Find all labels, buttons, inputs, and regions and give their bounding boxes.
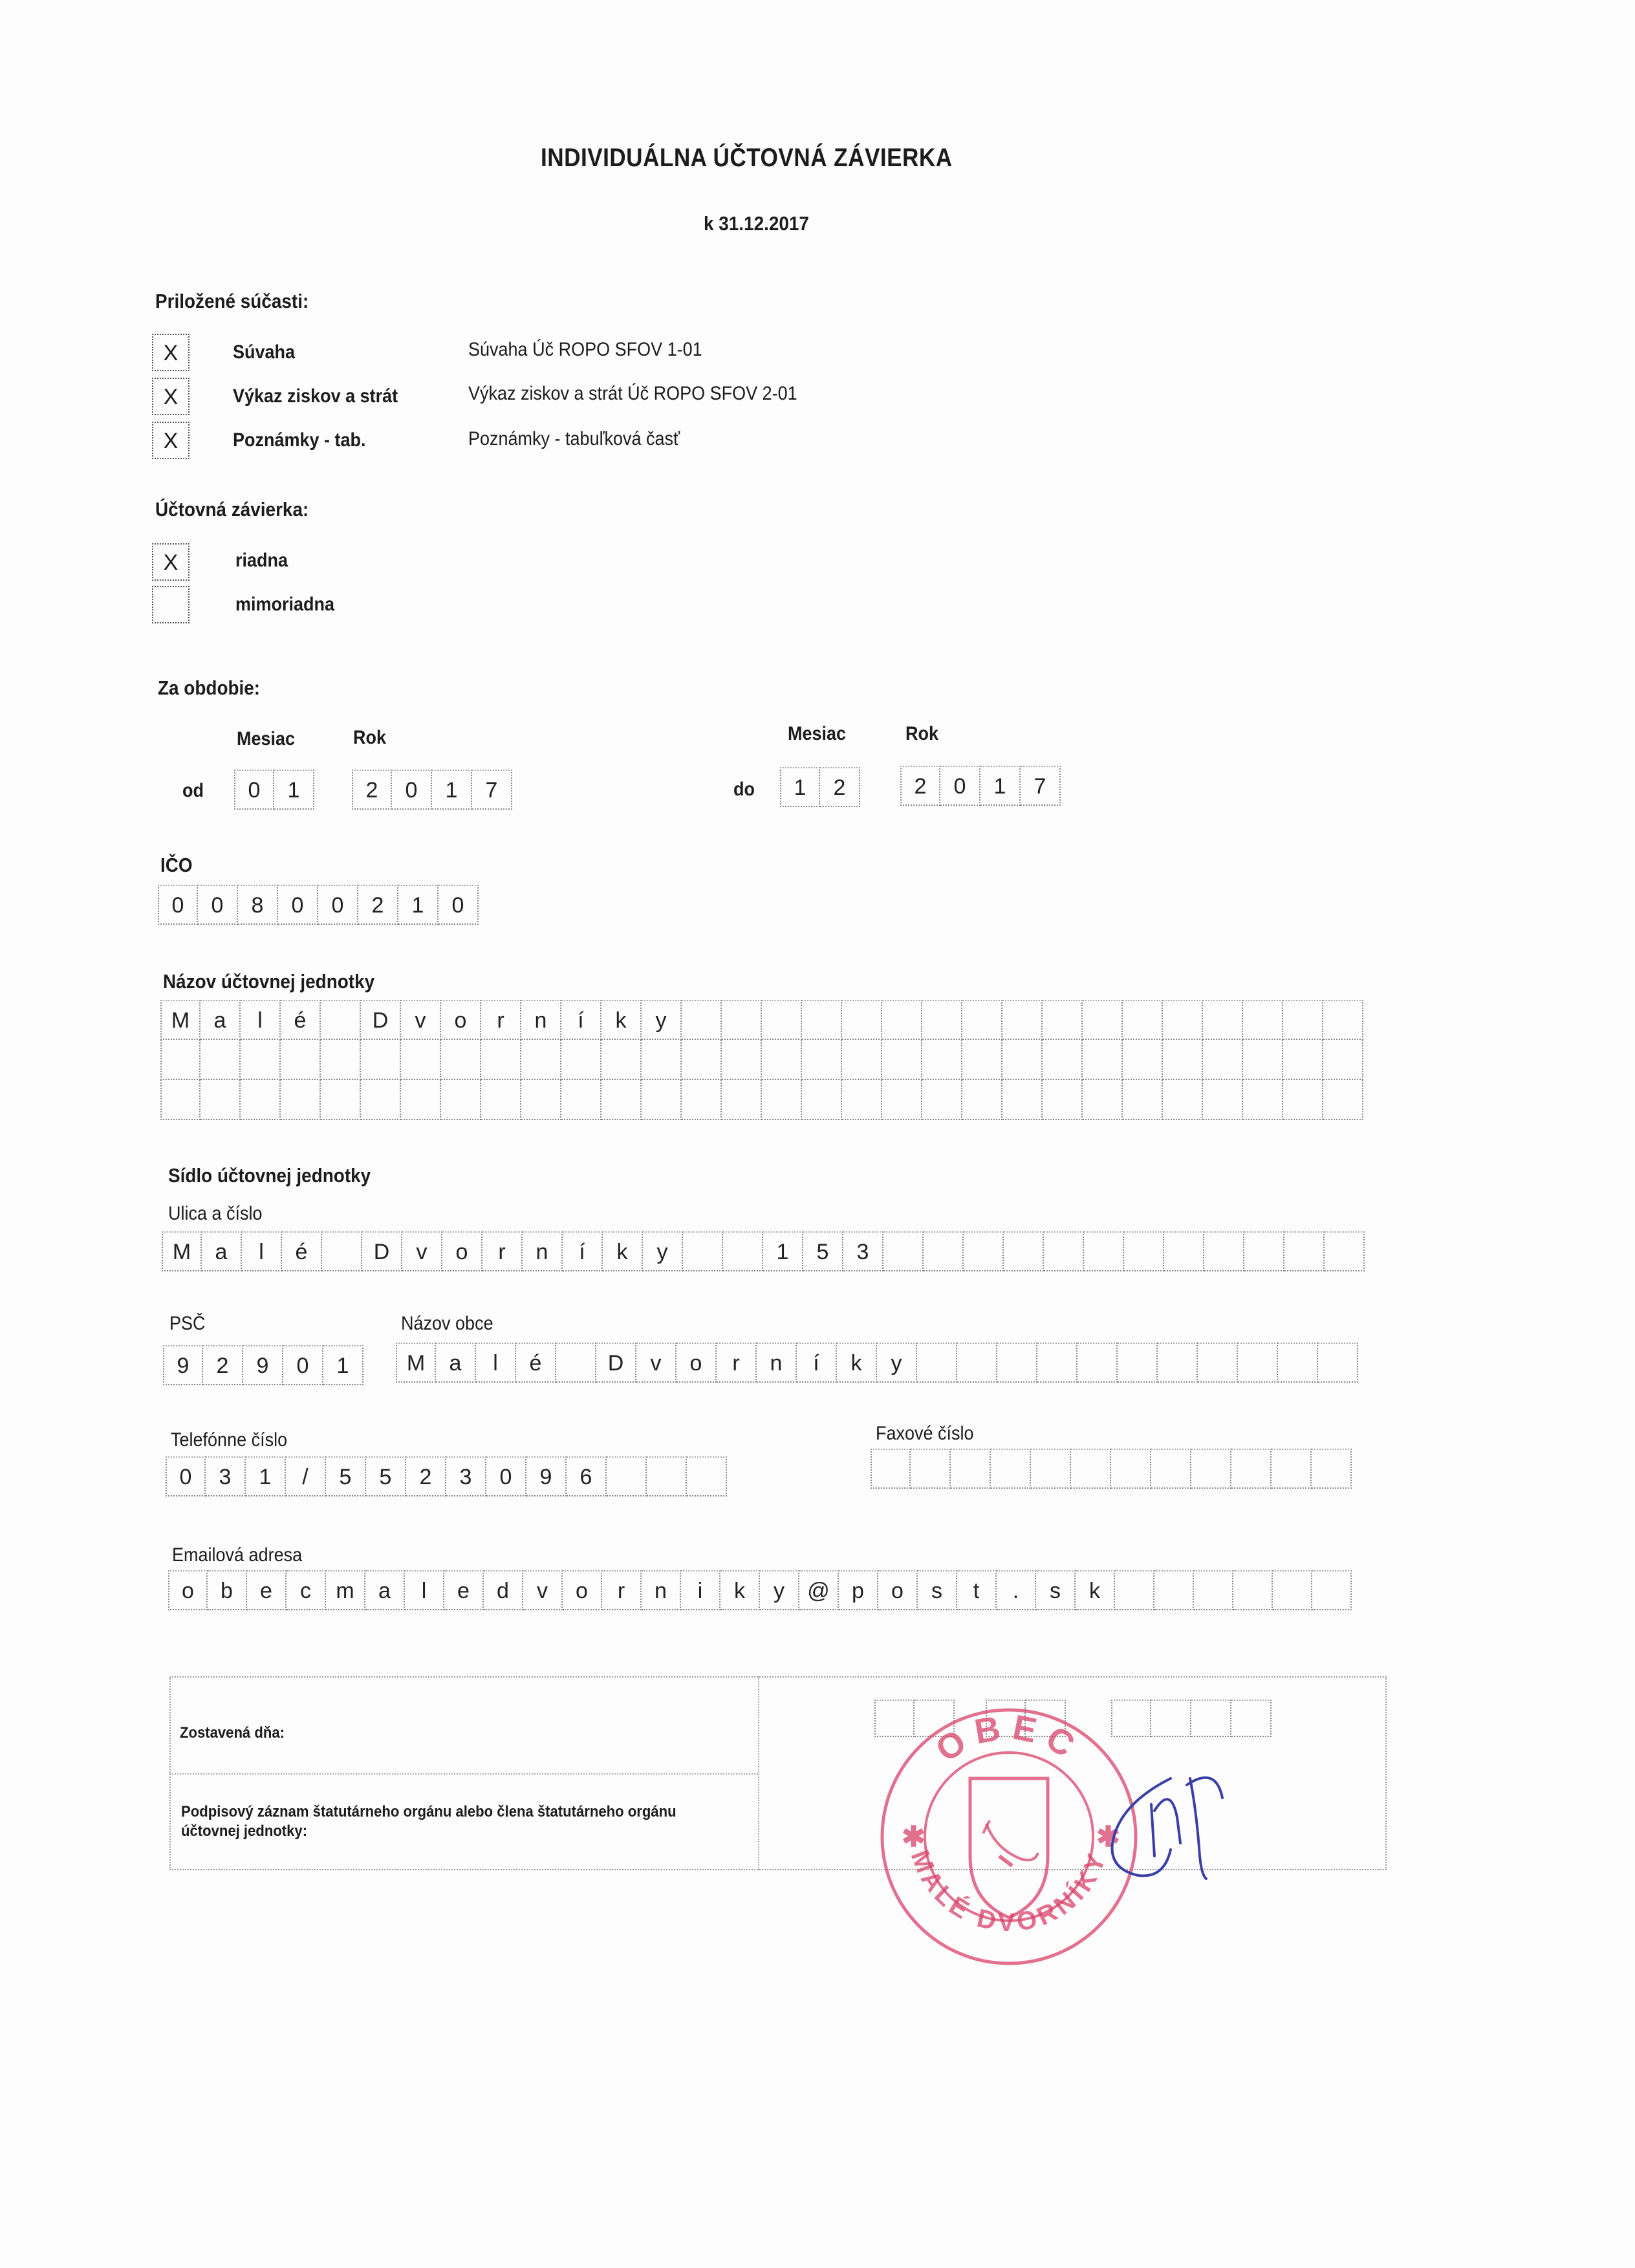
town-cell [1198,1343,1238,1383]
street-char: 3 [843,1231,883,1271]
street-cell [924,1231,964,1271]
entity-name-cell [1283,1040,1323,1080]
entity-name-cell [321,1040,361,1080]
ico-digit: 0 [439,885,479,925]
from-month-digit: 0 [234,770,274,810]
entity-name-cell [762,1080,802,1120]
entity-name-cell [481,1080,521,1120]
entity-name-cell [802,1000,842,1040]
entity-name-cell [521,1040,561,1080]
email-char: @ [799,1570,839,1610]
attached-heading: Priložené súčasti: [155,290,309,312]
entity-name-cell [160,1040,200,1080]
signature-divider [169,1773,758,1775]
svg-text:✱: ✱ [902,1821,926,1853]
entity-name-cell [962,1040,1002,1080]
email-char: l [405,1570,444,1610]
attached-item-name: Súvaha [233,341,296,363]
fax-cell [1071,1449,1111,1489]
street-char: l [242,1231,282,1271]
entity-name-cell [1323,1000,1363,1040]
street-char: r [482,1231,523,1271]
attached-item-name: Výkaz ziskov a strát [233,385,398,407]
entity-name-cell [922,1000,962,1040]
phone-char: 0 [166,1456,206,1496]
entity-name-cell [842,1080,882,1120]
street-cell [883,1231,924,1271]
from-month-field[interactable] [234,770,314,810]
phone-field[interactable] [166,1456,727,1496]
psc-digit: 9 [243,1345,283,1385]
entity-name-cell [802,1080,842,1120]
entity-name-cell [842,1000,882,1040]
email-char: y [760,1570,799,1610]
email-cell [1312,1570,1352,1610]
street-cell [1164,1231,1204,1271]
entity-name-cell [1083,1040,1123,1080]
entity-name-cell [160,1080,200,1120]
entity-name-cell [722,1000,762,1040]
document-title: INDIVIDUÁLNA ÚČTOVNÁ ZÁVIERKA [541,144,953,172]
entity-name-cell [1203,1040,1243,1080]
town-field[interactable] [396,1343,1358,1383]
entity-name-cell [321,1080,361,1120]
entity-name-cell [1203,1000,1243,1040]
closing-item-label: mimoriadna [235,594,335,615]
entity-name-cell [1043,1080,1083,1120]
entity-name-cell [241,1080,281,1120]
entity-name-char: í [561,1000,601,1040]
street-char: y [643,1231,683,1271]
email-char: e [444,1570,484,1610]
street-char: v [402,1231,442,1271]
period-heading: Za obdobie: [158,676,261,699]
street-cell [964,1231,1004,1271]
psc-label: PSČ [169,1313,206,1334]
entity-name-char: k [601,1000,642,1040]
phone-char: 5 [326,1456,366,1496]
entity-name-cell [361,1080,401,1120]
email-char: k [1076,1570,1115,1610]
entity-name-cell [1163,1000,1203,1040]
street-cell [1044,1231,1084,1271]
town-cell [957,1343,997,1383]
town-char: M [396,1343,436,1383]
fax-cell [1191,1449,1231,1489]
stamp-bottom-text: MALÉ DVORNÍKY [905,1846,1113,1938]
email-char: c [287,1570,326,1610]
closing-item-label: riadna [235,550,288,571]
closing-heading: Účtovná závierka: [155,498,309,521]
to-year-digit: 1 [980,766,1021,806]
ico-digit: 0 [198,885,238,925]
fax-cell [1272,1449,1312,1489]
street-char: 5 [803,1231,843,1271]
town-label: Názov obce [401,1313,493,1334]
entity-name-cell [882,1080,922,1120]
signature-record-label: Podpisový záznam štatutárneho orgánu alebo člena štatutárneho orgánu účtovnej jednotky: [181,1803,677,1840]
entity-name-cell [882,1040,922,1080]
entity-name-cell [1002,1040,1043,1080]
entity-name-char: v [401,1000,441,1040]
street-cell [1325,1231,1365,1271]
street-char: D [362,1231,402,1271]
email-label: Emailová adresa [172,1544,303,1566]
phone-label: Telefónne číslo [171,1429,288,1451]
town-char: k [837,1343,877,1383]
phone-char: 3 [206,1456,246,1496]
ico-digit: 0 [158,885,198,925]
town-cell [1278,1343,1318,1383]
fax-cell [911,1449,951,1489]
phone-cell [647,1456,687,1496]
email-cell [1154,1570,1194,1610]
entity-name-cell [601,1040,642,1080]
entity-name-cell [762,1040,802,1080]
email-char: o [168,1570,208,1610]
from-year-field[interactable] [352,770,512,810]
email-char: i [681,1570,720,1610]
entity-name-cell [441,1040,481,1080]
checkbox-mimoriadna[interactable] [152,586,189,623]
fax-label: Faxové číslo [876,1423,974,1444]
to-year-field[interactable] [900,766,1061,806]
email-char: . [997,1570,1036,1610]
psc-digit: 1 [323,1345,363,1385]
entity-name-cell [200,1080,241,1120]
email-field[interactable] [168,1570,1352,1610]
email-char: k [720,1570,760,1610]
to-year-label: Rok [905,723,939,744]
stamp-top-text: OBEC [929,1707,1089,1770]
town-char: o [677,1343,717,1383]
phone-cell [687,1456,727,1496]
street-cell [1004,1231,1044,1271]
entity-name-char: o [441,1000,481,1040]
town-char [556,1343,596,1383]
phone-char: 0 [486,1456,526,1496]
svg-text:MALÉ DVORNÍKY [905,1846,1112,1937]
entity-name-row-1[interactable] [160,1000,1363,1040]
entity-name-cell [401,1040,441,1080]
compiled-date-cell [1191,1700,1231,1737]
svg-text:OBEC [929,1707,1089,1769]
entity-name-cell [361,1040,401,1080]
entity-name-cell [441,1080,481,1120]
email-char: s [1036,1570,1076,1610]
phone-char: 5 [366,1456,406,1496]
town-cell [1158,1343,1198,1383]
street-char: o [442,1231,482,1271]
entity-name-cell [882,1000,922,1040]
street-cell [1204,1231,1244,1271]
town-cell [1118,1343,1158,1383]
email-char: v [523,1570,563,1610]
entity-name-cell [1002,1000,1043,1040]
entity-name-cell [521,1080,561,1120]
town-char: r [717,1343,757,1383]
town-char: a [436,1343,476,1383]
entity-name-cell [922,1080,962,1120]
entity-name-cell [561,1040,601,1080]
entity-name-cell [642,1040,682,1080]
entity-name-cell [762,1000,802,1040]
from-year-digit: 0 [392,770,432,810]
phone-char: / [286,1456,326,1496]
document-date: k 31.12.2017 [704,212,809,235]
email-cell [1233,1570,1273,1610]
ico-digit: 1 [398,885,439,925]
email-char: s [918,1570,957,1610]
entity-name-cell [682,1040,722,1080]
entity-name-cell [1283,1080,1323,1120]
entity-name-cell [1243,1040,1283,1080]
entity-name-cell [1323,1080,1363,1120]
street-cell [1124,1231,1164,1271]
entity-name-row-2[interactable] [160,1040,1363,1080]
handwritten-signature [1093,1759,1242,1888]
signature-divider [758,1676,759,1870]
entity-name-char: a [200,1000,241,1040]
phone-char: 3 [446,1456,486,1496]
entity-name-cell [401,1080,441,1120]
entity-name-cell [281,1040,321,1080]
entity-name-cell [1083,1080,1123,1120]
from-year-digit: 7 [472,770,512,810]
email-char: r [602,1570,642,1610]
fax-cell [1312,1449,1352,1489]
entity-name-cell [1323,1040,1363,1080]
fax-cell [1111,1449,1151,1489]
entity-name-cell [241,1040,281,1080]
entity-name-cell [962,1000,1002,1040]
psc-field[interactable] [163,1345,363,1385]
email-char: p [839,1570,878,1610]
svg-text:✱: ✱ [1096,1821,1120,1853]
entity-name-cell [1043,1000,1083,1040]
street-cell [1084,1231,1124,1271]
email-char: n [642,1570,681,1610]
entity-name-cell [682,1000,722,1040]
town-char: v [636,1343,677,1383]
compiled-date-cell [1231,1700,1272,1737]
ico-label: IČO [160,854,193,876]
town-char: D [596,1343,636,1383]
street-char: 1 [763,1231,803,1271]
entity-name-cell [842,1040,882,1080]
entity-name-cell [481,1040,521,1080]
ico-digit: 2 [358,885,398,925]
fax-cell [871,1449,911,1489]
entity-name-cell [922,1040,962,1080]
entity-name-cell [1123,1040,1163,1080]
psc-digit: 0 [283,1345,323,1385]
from-year-digit: 2 [352,770,392,810]
email-char: b [208,1570,247,1610]
entity-name-cell [601,1080,642,1120]
checkbox-poznamky[interactable]: X [152,422,189,459]
email-char: o [878,1570,918,1610]
street-label: Ulica a číslo [168,1203,263,1224]
entity-name-cell [1123,1080,1163,1120]
entity-name-cell [722,1080,762,1120]
street-char [683,1231,723,1271]
to-year-digit: 7 [1021,766,1061,806]
checkbox-riadna[interactable]: X [152,543,189,581]
to-month-label: Mesiac [788,723,847,744]
entity-name-cell [1163,1080,1203,1120]
fax-cell [991,1449,1031,1489]
fax-field[interactable] [871,1449,1352,1489]
entity-name-cell [561,1080,601,1120]
phone-cell [607,1456,647,1496]
street-char: é [282,1231,322,1271]
entity-name-cell [1002,1080,1043,1120]
fax-cell [1031,1449,1071,1489]
email-char: m [326,1570,365,1610]
entity-name-cell [1283,1000,1323,1040]
entity-name-cell [642,1080,682,1120]
entity-name-char: r [481,1000,521,1040]
attached-item-desc: Súvaha Úč ROPO SFOV 1-01 [468,339,702,360]
from-year-label: Rok [353,727,387,748]
street-char [322,1231,362,1271]
to-label: do [733,779,755,800]
street-char: M [162,1231,202,1271]
town-cell [1037,1343,1077,1383]
town-char: n [757,1343,797,1383]
entity-name-label: Názov účtovnej jednotky [163,970,375,993]
psc-digit: 9 [163,1345,203,1385]
entity-name-cell [1243,1000,1283,1040]
ico-digit: 8 [238,885,278,925]
entity-name-cell [1203,1080,1243,1120]
from-month-digit: 1 [274,770,314,810]
to-year-digit: 0 [940,766,980,806]
street-char: n [523,1231,563,1271]
email-cell [1115,1570,1154,1610]
email-char: e [247,1570,287,1610]
town-cell [1318,1343,1358,1383]
email-char: a [365,1570,405,1610]
checkbox-suvaha[interactable]: X [152,334,189,371]
phone-char: 9 [526,1456,567,1496]
entity-name-cell [1163,1040,1203,1080]
fax-cell [951,1449,991,1489]
email-cell [1273,1570,1312,1610]
fax-cell [1231,1449,1272,1489]
street-field[interactable] [162,1231,1365,1271]
attached-item-desc: Výkaz ziskov a strát Úč ROPO SFOV 2-01 [468,383,797,404]
compiled-date-cell [1151,1700,1191,1737]
ico-digit: 0 [278,885,318,925]
attached-item-desc: Poznámky - tabuľková časť [468,428,680,449]
street-char: a [202,1231,242,1271]
entity-name-char: D [361,1000,401,1040]
fax-cell [1151,1449,1191,1489]
town-cell [997,1343,1037,1383]
entity-name-row-3[interactable] [160,1080,1363,1120]
entity-name-char: l [241,1000,281,1040]
entity-name-cell [1243,1080,1283,1120]
town-cell [917,1343,957,1383]
town-char: l [476,1343,516,1383]
town-char: y [877,1343,917,1383]
checkbox-vykaz[interactable]: X [152,378,189,415]
seat-heading: Sídlo účtovnej jednotky [168,1164,371,1187]
from-label: od [182,780,204,801]
street-char: í [563,1231,603,1271]
entity-name-char: é [281,1000,321,1040]
from-year-digit: 1 [432,770,472,810]
phone-char: 6 [567,1456,607,1496]
entity-name-char [321,1000,361,1040]
street-cell [1284,1231,1325,1271]
email-char: t [957,1570,997,1610]
entity-name-cell [802,1040,842,1080]
street-char [723,1231,763,1271]
entity-name-char: M [160,1000,200,1040]
street-char: k [603,1231,643,1271]
street-cell [1244,1231,1284,1271]
attached-item-name: Poznámky - tab. [233,429,366,451]
entity-name-cell [200,1040,241,1080]
entity-name-cell [1043,1040,1083,1080]
from-month-label: Mesiac [237,728,296,750]
to-month-digit: 1 [780,767,820,807]
to-year-digit: 2 [900,766,940,806]
phone-char: 1 [246,1456,286,1496]
entity-name-char: n [521,1000,561,1040]
town-cell [1077,1343,1118,1383]
email-char: d [484,1570,523,1610]
phone-char: 2 [406,1456,446,1496]
ico-digit: 0 [318,885,358,925]
to-month-field[interactable] [780,767,860,807]
to-month-digit: 2 [820,767,860,807]
compiled-date-label: Zostavená dňa: [180,1724,285,1742]
town-cell [1238,1343,1278,1383]
email-cell [1194,1570,1233,1610]
entity-name-cell [682,1080,722,1120]
town-char: í [797,1343,837,1383]
email-char: o [563,1570,602,1610]
entity-name-cell [722,1040,762,1080]
town-char: é [516,1343,556,1383]
ico-field[interactable] [158,885,479,925]
entity-name-cell [281,1080,321,1120]
psc-digit: 2 [203,1345,243,1385]
entity-name-cell [1083,1000,1123,1040]
entity-name-cell [962,1080,1002,1120]
entity-name-cell [1123,1000,1163,1040]
entity-name-char: y [642,1000,682,1040]
